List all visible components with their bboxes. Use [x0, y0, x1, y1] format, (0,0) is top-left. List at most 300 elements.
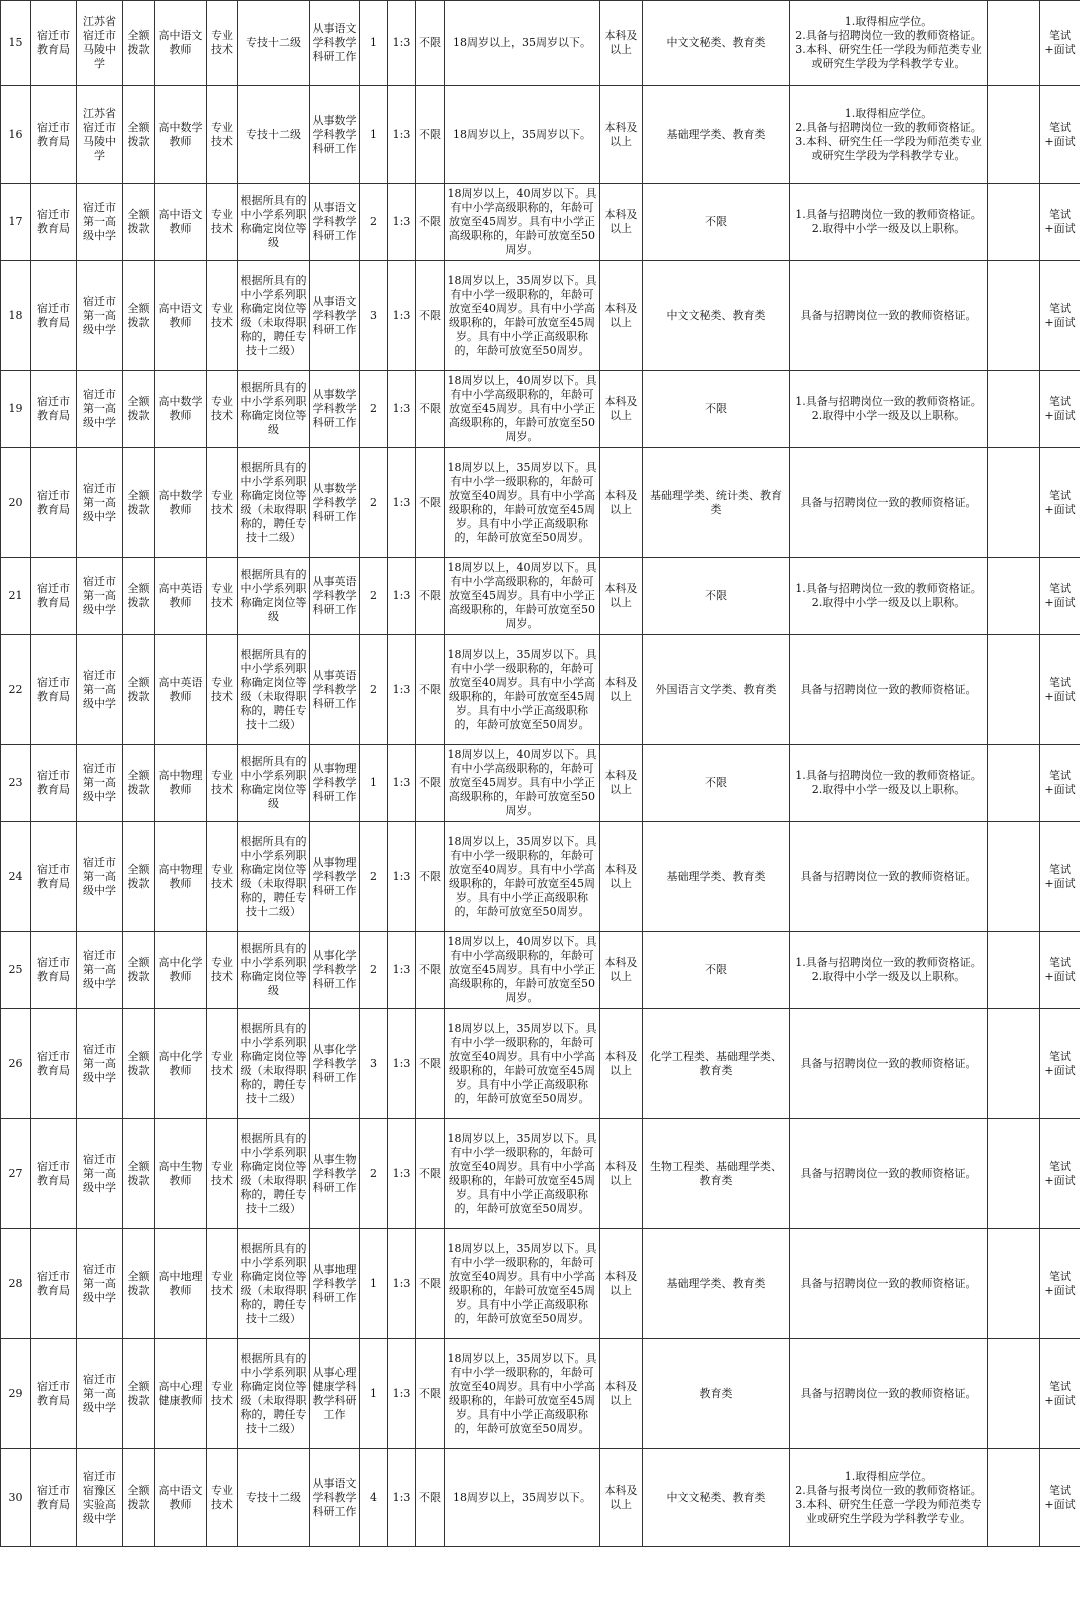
other-requirements-cell — [790, 558, 988, 635]
table-row — [1, 448, 1080, 558]
exam-method-cell: 笔试+面试 — [1040, 1119, 1080, 1229]
requirement-line: 3.本科、研究生任一学段为师范类专业或研究生学段为学科教学专业。 — [795, 43, 982, 70]
age-requirement-cell: 18周岁以上，40周岁以下。具有中小学高级职称的，年龄可放宽至45周岁。具有中小学正高级职称的，年龄可放宽至50周岁。 — [445, 745, 600, 822]
exam-method-cell: 笔试+面试 — [1040, 86, 1080, 184]
position-description-cell: 从事语文学科教学科研工作 — [310, 1449, 360, 1547]
exam-method-cell: 笔试+面试 — [1040, 1009, 1080, 1119]
position-category-cell: 专业技术 — [207, 932, 238, 1009]
headcount-cell: 2 — [360, 932, 388, 1009]
table-row — [1, 745, 1080, 822]
position-category-cell: 专业技术 — [207, 1009, 238, 1119]
school-restriction-cell: 不限 — [416, 1339, 445, 1449]
headcount-cell: 1 — [360, 745, 388, 822]
age-requirement-cell: 18周岁以上，35周岁以下。具有中小学一级职称的，年龄可放宽至40周岁。具有中小学高级职称的，年龄可放宽至45周岁。具有中小学正高级职称的，年龄可放宽至50周岁。 — [445, 822, 600, 932]
employer-unit-cell: 宿迁市第一高级中学 — [77, 635, 123, 745]
position-name-cell: 高中语文教师 — [155, 261, 207, 371]
exam-method-cell: 笔试+面试 — [1040, 1, 1080, 86]
position-level-cell: 根据所具有的中小学系列职称确定岗位等级（未取得职称的，聘任专技十二级） — [238, 1339, 310, 1449]
funding-type-cell: 全额拨款 — [123, 932, 155, 1009]
school-restriction-cell: 不限 — [416, 558, 445, 635]
exam-method-cell: 笔试+面试 — [1040, 822, 1080, 932]
employer-unit-cell: 宿迁市宿豫区实验高级中学 — [77, 1449, 123, 1547]
school-restriction-cell: 不限 — [416, 448, 445, 558]
headcount-cell: 2 — [360, 635, 388, 745]
position-description-cell: 从事语文学科教学科研工作 — [310, 184, 360, 261]
requirement-line: 1.具备与招聘岗位一致的教师资格证。 — [795, 208, 982, 221]
headcount-cell: 2 — [360, 558, 388, 635]
position-name-cell: 高中数学教师 — [155, 371, 207, 448]
major-cell: 不限 — [643, 932, 790, 1009]
remarks-cell — [988, 184, 1040, 261]
headcount-cell: 4 — [360, 1449, 388, 1547]
department-cell: 宿迁市教育局 — [31, 745, 77, 822]
position-level-cell: 根据所具有的中小学系列职称确定岗位等级（未取得职称的，聘任专技十二级） — [238, 822, 310, 932]
employer-unit-cell: 宿迁市第一高级中学 — [77, 371, 123, 448]
requirement-line: 2.取得中小学一级及以上职称。 — [811, 409, 966, 422]
table-row — [1, 86, 1080, 184]
headcount-cell: 1 — [360, 1339, 388, 1449]
position-description-cell: 从事数学学科教学科研工作 — [310, 86, 360, 184]
table-body — [1, 1, 1080, 1547]
funding-type-cell: 全额拨款 — [123, 1229, 155, 1339]
education-cell: 本科及以上 — [600, 1119, 643, 1229]
position-description-cell: 从事化学学科教学科研工作 — [310, 932, 360, 1009]
exam-method-cell: 笔试+面试 — [1040, 261, 1080, 371]
position-category-cell: 专业技术 — [207, 1, 238, 86]
major-cell: 不限 — [643, 184, 790, 261]
employer-unit-cell: 宿迁市第一高级中学 — [77, 745, 123, 822]
age-requirement-cell: 18周岁以上，40周岁以下。具有中小学高级职称的，年龄可放宽至45周岁。具有中小学正高级职称的，年龄可放宽至50周岁。 — [445, 184, 600, 261]
requirement-line: 1.具备与招聘岗位一致的教师资格证。 — [795, 582, 982, 595]
funding-type-cell: 全额拨款 — [123, 558, 155, 635]
table-row — [1, 1, 1080, 86]
department-cell: 宿迁市教育局 — [31, 1229, 77, 1339]
remarks-cell — [988, 932, 1040, 1009]
other-requirements-cell — [790, 1119, 988, 1229]
row-number-cell: 15 — [1, 1, 31, 86]
position-name-cell: 高中物理教师 — [155, 822, 207, 932]
row-number-cell: 16 — [1, 86, 31, 184]
position-category-cell: 专业技术 — [207, 1119, 238, 1229]
position-level-cell: 根据所具有的中小学系列职称确定岗位等级 — [238, 184, 310, 261]
school-restriction-cell: 不限 — [416, 1009, 445, 1119]
department-cell: 宿迁市教育局 — [31, 86, 77, 184]
headcount-cell: 2 — [360, 184, 388, 261]
position-name-cell: 高中地理教师 — [155, 1229, 207, 1339]
row-number-cell: 29 — [1, 1339, 31, 1449]
age-requirement-cell: 18周岁以上，40周岁以下。具有中小学高级职称的，年龄可放宽至45周岁。具有中小学正高级职称的，年龄可放宽至50周岁。 — [445, 558, 600, 635]
funding-type-cell: 全额拨款 — [123, 745, 155, 822]
major-cell: 外国语言文学类、教育类 — [643, 635, 790, 745]
funding-type-cell: 全额拨款 — [123, 1339, 155, 1449]
requirement-line: 2.具备与招聘岗位一致的教师资格证。 — [795, 29, 982, 42]
department-cell: 宿迁市教育局 — [31, 1, 77, 86]
employer-unit-cell: 宿迁市第一高级中学 — [77, 184, 123, 261]
table-row — [1, 822, 1080, 932]
exam-ratio-cell: 1:3 — [388, 635, 416, 745]
exam-method-cell: 笔试+面试 — [1040, 184, 1080, 261]
other-requirements-cell — [790, 1009, 988, 1119]
table-row — [1, 1119, 1080, 1229]
school-restriction-cell: 不限 — [416, 822, 445, 932]
exam-ratio-cell: 1:3 — [388, 261, 416, 371]
exam-ratio-cell: 1:3 — [388, 932, 416, 1009]
department-cell: 宿迁市教育局 — [31, 448, 77, 558]
row-number-cell: 26 — [1, 1009, 31, 1119]
age-requirement-cell: 18周岁以上，35周岁以下。具有中小学一级职称的，年龄可放宽至40周岁。具有中小学高级职称的，年龄可放宽至45周岁。具有中小学正高级职称的，年龄可放宽至50周岁。 — [445, 1229, 600, 1339]
table-row — [1, 1339, 1080, 1449]
education-cell: 本科及以上 — [600, 261, 643, 371]
position-category-cell: 专业技术 — [207, 184, 238, 261]
education-cell: 本科及以上 — [600, 1339, 643, 1449]
employer-unit-cell: 江苏省宿迁市马陵中学 — [77, 86, 123, 184]
row-number-cell: 28 — [1, 1229, 31, 1339]
row-number-cell: 25 — [1, 932, 31, 1009]
remarks-cell — [988, 558, 1040, 635]
position-description-cell: 从事语文学科教学科研工作 — [310, 261, 360, 371]
age-requirement-cell: 18周岁以上，40周岁以下。具有中小学高级职称的，年龄可放宽至45周岁。具有中小学正高级职称的，年龄可放宽至50周岁。 — [445, 932, 600, 1009]
position-name-cell: 高中英语教师 — [155, 558, 207, 635]
position-category-cell: 专业技术 — [207, 86, 238, 184]
exam-ratio-cell: 1:3 — [388, 558, 416, 635]
school-restriction-cell: 不限 — [416, 1449, 445, 1547]
position-level-cell: 根据所具有的中小学系列职称确定岗位等级 — [238, 932, 310, 1009]
funding-type-cell: 全额拨款 — [123, 448, 155, 558]
position-name-cell: 高中化学教师 — [155, 1009, 207, 1119]
school-restriction-cell: 不限 — [416, 86, 445, 184]
position-name-cell: 高中心理健康教师 — [155, 1339, 207, 1449]
major-cell: 生物工程类、基础理学类、教育类 — [643, 1119, 790, 1229]
exam-ratio-cell: 1:3 — [388, 745, 416, 822]
position-level-cell: 根据所具有的中小学系列职称确定岗位等级（未取得职称的，聘任专技十二级） — [238, 1119, 310, 1229]
remarks-cell — [988, 1119, 1040, 1229]
age-requirement-cell: 18周岁以上，35周岁以下。具有中小学一级职称的，年龄可放宽至40周岁。具有中小学高级职称的，年龄可放宽至45周岁。具有中小学正高级职称的，年龄可放宽至50周岁。 — [445, 1339, 600, 1449]
education-cell: 本科及以上 — [600, 932, 643, 1009]
requirement-line: 2.取得中小学一级及以上职称。 — [811, 783, 966, 796]
position-level-cell: 根据所具有的中小学系列职称确定岗位等级 — [238, 558, 310, 635]
department-cell: 宿迁市教育局 — [31, 1339, 77, 1449]
exam-ratio-cell: 1:3 — [388, 1229, 416, 1339]
other-requirements-cell — [790, 184, 988, 261]
exam-ratio-cell: 1:3 — [388, 1, 416, 86]
department-cell: 宿迁市教育局 — [31, 1119, 77, 1229]
position-category-cell: 专业技术 — [207, 745, 238, 822]
education-cell: 本科及以上 — [600, 184, 643, 261]
table-row — [1, 184, 1080, 261]
education-cell: 本科及以上 — [600, 448, 643, 558]
row-number-cell: 27 — [1, 1119, 31, 1229]
other-requirements-cell — [790, 371, 988, 448]
position-name-cell: 高中物理教师 — [155, 745, 207, 822]
headcount-cell: 2 — [360, 1119, 388, 1229]
education-cell: 本科及以上 — [600, 1009, 643, 1119]
position-category-cell: 专业技术 — [207, 558, 238, 635]
school-restriction-cell: 不限 — [416, 184, 445, 261]
major-cell: 中文文秘类、教育类 — [643, 1, 790, 86]
other-requirements-cell — [790, 1339, 988, 1449]
table-row — [1, 558, 1080, 635]
exam-method-cell: 笔试+面试 — [1040, 635, 1080, 745]
position-level-cell: 专技十二级 — [238, 1449, 310, 1547]
remarks-cell — [988, 371, 1040, 448]
position-category-cell: 专业技术 — [207, 448, 238, 558]
row-number-cell: 22 — [1, 635, 31, 745]
employer-unit-cell: 宿迁市第一高级中学 — [77, 822, 123, 932]
position-description-cell: 从事物理学科教学科研工作 — [310, 822, 360, 932]
position-category-cell: 专业技术 — [207, 635, 238, 745]
department-cell: 宿迁市教育局 — [31, 1449, 77, 1547]
age-requirement-cell: 18周岁以上，35周岁以下。具有中小学一级职称的，年龄可放宽至40周岁。具有中小学高级职称的，年龄可放宽至45周岁。具有中小学正高级职称的，年龄可放宽至50周岁。 — [445, 1009, 600, 1119]
school-restriction-cell: 不限 — [416, 1119, 445, 1229]
funding-type-cell: 全额拨款 — [123, 184, 155, 261]
requirement-line: 2.取得中小学一级及以上职称。 — [811, 222, 966, 235]
position-category-cell: 专业技术 — [207, 822, 238, 932]
requirement-line: 1.取得相应学位。 — [844, 15, 933, 28]
funding-type-cell: 全额拨款 — [123, 1009, 155, 1119]
department-cell: 宿迁市教育局 — [31, 184, 77, 261]
education-cell: 本科及以上 — [600, 745, 643, 822]
row-number-cell: 18 — [1, 261, 31, 371]
employer-unit-cell: 宿迁市第一高级中学 — [77, 448, 123, 558]
employer-unit-cell: 宿迁市第一高级中学 — [77, 932, 123, 1009]
requirement-line: 具备与招聘岗位一致的教师资格证。 — [800, 682, 977, 696]
row-number-cell: 23 — [1, 745, 31, 822]
position-category-cell: 专业技术 — [207, 261, 238, 371]
position-description-cell: 从事英语学科教学科研工作 — [310, 635, 360, 745]
position-category-cell: 专业技术 — [207, 1229, 238, 1339]
remarks-cell — [988, 86, 1040, 184]
funding-type-cell: 全额拨款 — [123, 86, 155, 184]
position-name-cell: 高中英语教师 — [155, 635, 207, 745]
row-number-cell: 24 — [1, 822, 31, 932]
employer-unit-cell: 宿迁市第一高级中学 — [77, 1009, 123, 1119]
age-requirement-cell: 18周岁以上，35周岁以下。 — [445, 1449, 600, 1547]
major-cell: 不限 — [643, 371, 790, 448]
remarks-cell — [988, 635, 1040, 745]
position-description-cell: 从事数学学科教学科研工作 — [310, 371, 360, 448]
position-description-cell: 从事地理学科教学科研工作 — [310, 1229, 360, 1339]
other-requirements-cell — [790, 932, 988, 1009]
school-restriction-cell: 不限 — [416, 1, 445, 86]
major-cell: 基础理学类、教育类 — [643, 822, 790, 932]
row-number-cell: 21 — [1, 558, 31, 635]
major-cell: 基础理学类、教育类 — [643, 86, 790, 184]
major-cell: 不限 — [643, 745, 790, 822]
exam-method-cell: 笔试+面试 — [1040, 371, 1080, 448]
row-number-cell: 30 — [1, 1449, 31, 1547]
requirement-line: 1.具备与招聘岗位一致的教师资格证。 — [795, 395, 982, 408]
age-requirement-cell: 18周岁以上，35周岁以下。 — [445, 86, 600, 184]
headcount-cell: 1 — [360, 1, 388, 86]
position-level-cell: 根据所具有的中小学系列职称确定岗位等级（未取得职称的，聘任专技十二级） — [238, 1229, 310, 1339]
exam-method-cell: 笔试+面试 — [1040, 745, 1080, 822]
requirement-line: 1.取得相应学位。 — [844, 1469, 933, 1483]
headcount-cell: 2 — [360, 371, 388, 448]
position-name-cell: 高中数学教师 — [155, 86, 207, 184]
age-requirement-cell: 18周岁以上，35周岁以下。具有中小学一级职称的，年龄可放宽至40周岁。具有中小学高级职称的，年龄可放宽至45周岁。具有中小学正高级职称的，年龄可放宽至50周岁。 — [445, 635, 600, 745]
requirement-line: 具备与招聘岗位一致的教师资格证。 — [800, 1386, 977, 1400]
major-cell: 教育类 — [643, 1339, 790, 1449]
table-row — [1, 1449, 1080, 1547]
position-level-cell: 根据所具有的中小学系列职称确定岗位等级（未取得职称的，聘任专技十二级） — [238, 448, 310, 558]
headcount-cell: 3 — [360, 261, 388, 371]
table-row — [1, 371, 1080, 448]
age-requirement-cell: 18周岁以上，40周岁以下。具有中小学高级职称的，年龄可放宽至45周岁。具有中小学正高级职称的，年龄可放宽至50周岁。 — [445, 371, 600, 448]
table-row — [1, 932, 1080, 1009]
requirement-line: 2.具备与招聘岗位一致的教师资格证。 — [795, 120, 982, 134]
other-requirements-cell — [790, 1, 988, 86]
position-description-cell: 从事数学学科教学科研工作 — [310, 448, 360, 558]
requirement-line: 具备与招聘岗位一致的教师资格证。 — [800, 1276, 977, 1290]
table-row — [1, 1009, 1080, 1119]
exam-method-cell: 笔试+面试 — [1040, 448, 1080, 558]
employer-unit-cell: 宿迁市第一高级中学 — [77, 558, 123, 635]
school-restriction-cell: 不限 — [416, 371, 445, 448]
funding-type-cell: 全额拨款 — [123, 1, 155, 86]
position-description-cell: 从事物理学科教学科研工作 — [310, 745, 360, 822]
exam-ratio-cell: 1:3 — [388, 371, 416, 448]
requirement-line: 1.取得相应学位。 — [844, 106, 933, 120]
age-requirement-cell: 18周岁以上，35周岁以下。具有中小学一级职称的，年龄可放宽至40周岁。具有中小学高级职称的，年龄可放宽至45周岁。具有中小学正高级职称的，年龄可放宽至50周岁。 — [445, 1119, 600, 1229]
employer-unit-cell: 宿迁市第一高级中学 — [77, 261, 123, 371]
major-cell: 基础理学类、统计类、教育类 — [643, 448, 790, 558]
headcount-cell: 3 — [360, 1009, 388, 1119]
education-cell: 本科及以上 — [600, 86, 643, 184]
exam-ratio-cell: 1:3 — [388, 86, 416, 184]
headcount-cell: 1 — [360, 1229, 388, 1339]
exam-method-cell: 笔试+面试 — [1040, 1339, 1080, 1449]
headcount-cell: 2 — [360, 448, 388, 558]
position-name-cell: 高中数学教师 — [155, 448, 207, 558]
requirement-line: 3.本科、研究生任意一学段为师范类专业或研究生学段为学科教学专业。 — [795, 1497, 982, 1525]
remarks-cell — [988, 261, 1040, 371]
exam-ratio-cell: 1:3 — [388, 822, 416, 932]
education-cell: 本科及以上 — [600, 1229, 643, 1339]
exam-method-cell: 笔试+面试 — [1040, 1229, 1080, 1339]
position-category-cell: 专业技术 — [207, 1339, 238, 1449]
funding-type-cell: 全额拨款 — [123, 261, 155, 371]
position-name-cell: 高中生物教师 — [155, 1119, 207, 1229]
school-restriction-cell: 不限 — [416, 635, 445, 745]
position-category-cell: 专业技术 — [207, 1449, 238, 1547]
education-cell: 本科及以上 — [600, 371, 643, 448]
remarks-cell — [988, 1229, 1040, 1339]
department-cell: 宿迁市教育局 — [31, 932, 77, 1009]
requirement-line: 3.本科、研究生任一学段为师范类专业或研究生学段为学科教学专业。 — [795, 134, 982, 162]
position-level-cell: 根据所具有的中小学系列职称确定岗位等级（未取得职称的，聘任专技十二级） — [238, 635, 310, 745]
table-row — [1, 1229, 1080, 1339]
age-requirement-cell: 18周岁以上，35周岁以下。具有中小学一级职称的，年龄可放宽至40周岁。具有中小学高级职称的，年龄可放宽至45周岁。具有中小学正高级职称的，年龄可放宽至50周岁。 — [445, 261, 600, 371]
remarks-cell — [988, 1009, 1040, 1119]
age-requirement-cell: 18周岁以上，35周岁以下。 — [445, 1, 600, 86]
employer-unit-cell: 江苏省宿迁市马陵中学 — [77, 1, 123, 86]
position-level-cell: 专技十二级 — [238, 86, 310, 184]
other-requirements-cell — [790, 1229, 988, 1339]
requirement-line: 具备与招聘岗位一致的教师资格证。 — [800, 308, 977, 322]
exam-ratio-cell: 1:3 — [388, 448, 416, 558]
school-restriction-cell: 不限 — [416, 1229, 445, 1339]
exam-ratio-cell: 1:3 — [388, 1449, 416, 1547]
remarks-cell — [988, 745, 1040, 822]
row-number-cell: 17 — [1, 184, 31, 261]
employer-unit-cell: 宿迁市第一高级中学 — [77, 1119, 123, 1229]
remarks-cell — [988, 1449, 1040, 1547]
other-requirements-cell — [790, 822, 988, 932]
department-cell: 宿迁市教育局 — [31, 635, 77, 745]
funding-type-cell: 全额拨款 — [123, 1449, 155, 1547]
requirement-line: 1.具备与招聘岗位一致的教师资格证。 — [795, 769, 982, 782]
position-description-cell: 从事心理健康学科教学科研工作 — [310, 1339, 360, 1449]
position-name-cell: 高中化学教师 — [155, 932, 207, 1009]
funding-type-cell: 全额拨款 — [123, 635, 155, 745]
position-level-cell: 专技十二级 — [238, 1, 310, 86]
exam-ratio-cell: 1:3 — [388, 1119, 416, 1229]
row-number-cell: 19 — [1, 371, 31, 448]
position-description-cell: 从事化学学科教学科研工作 — [310, 1009, 360, 1119]
requirement-line: 2.取得中小学一级及以上职称。 — [811, 970, 966, 983]
education-cell: 本科及以上 — [600, 558, 643, 635]
position-level-cell: 根据所具有的中小学系列职称确定岗位等级（未取得职称的，聘任专技十二级） — [238, 261, 310, 371]
position-name-cell: 高中语文教师 — [155, 1, 207, 86]
requirement-line: 1.具备与招聘岗位一致的教师资格证。 — [795, 956, 982, 969]
exam-ratio-cell: 1:3 — [388, 1339, 416, 1449]
requirement-line: 2.具备与报考岗位一致的教师资格证。 — [795, 1483, 982, 1497]
position-description-cell: 从事生物学科教学科研工作 — [310, 1119, 360, 1229]
other-requirements-cell — [790, 635, 988, 745]
employer-unit-cell: 宿迁市第一高级中学 — [77, 1229, 123, 1339]
department-cell: 宿迁市教育局 — [31, 261, 77, 371]
position-name-cell: 高中语文教师 — [155, 184, 207, 261]
position-level-cell: 根据所具有的中小学系列职称确定岗位等级 — [238, 371, 310, 448]
row-number-cell: 20 — [1, 448, 31, 558]
position-name-cell: 高中语文教师 — [155, 1449, 207, 1547]
education-cell: 本科及以上 — [600, 1449, 643, 1547]
other-requirements-cell — [790, 745, 988, 822]
position-category-cell: 专业技术 — [207, 371, 238, 448]
school-restriction-cell: 不限 — [416, 745, 445, 822]
major-cell: 基础理学类、教育类 — [643, 1229, 790, 1339]
funding-type-cell: 全额拨款 — [123, 822, 155, 932]
exam-method-cell: 笔试+面试 — [1040, 1449, 1080, 1547]
employer-unit-cell: 宿迁市第一高级中学 — [77, 1339, 123, 1449]
department-cell: 宿迁市教育局 — [31, 371, 77, 448]
headcount-cell: 1 — [360, 86, 388, 184]
major-cell: 不限 — [643, 558, 790, 635]
headcount-cell: 2 — [360, 822, 388, 932]
position-level-cell: 根据所具有的中小学系列职称确定岗位等级 — [238, 745, 310, 822]
school-restriction-cell: 不限 — [416, 932, 445, 1009]
position-description-cell: 从事语文学科教学科研工作 — [310, 1, 360, 86]
exam-method-cell: 笔试+面试 — [1040, 558, 1080, 635]
requirement-line: 具备与招聘岗位一致的教师资格证。 — [800, 869, 977, 883]
department-cell: 宿迁市教育局 — [31, 558, 77, 635]
position-level-cell: 根据所具有的中小学系列职称确定岗位等级（未取得职称的，聘任专技十二级） — [238, 1009, 310, 1119]
major-cell: 中文文秘类、教育类 — [643, 1449, 790, 1547]
funding-type-cell: 全额拨款 — [123, 1119, 155, 1229]
exam-ratio-cell: 1:3 — [388, 1009, 416, 1119]
other-requirements-cell — [790, 1449, 988, 1547]
major-cell: 化学工程类、基础理学类、教育类 — [643, 1009, 790, 1119]
funding-type-cell: 全额拨款 — [123, 371, 155, 448]
exam-method-cell: 笔试+面试 — [1040, 932, 1080, 1009]
remarks-cell — [988, 1339, 1040, 1449]
table-row — [1, 261, 1080, 371]
table-row — [1, 635, 1080, 745]
requirement-line: 2.取得中小学一级及以上职称。 — [811, 596, 966, 609]
school-restriction-cell: 不限 — [416, 261, 445, 371]
department-cell: 宿迁市教育局 — [31, 1009, 77, 1119]
major-cell: 中文文秘类、教育类 — [643, 261, 790, 371]
